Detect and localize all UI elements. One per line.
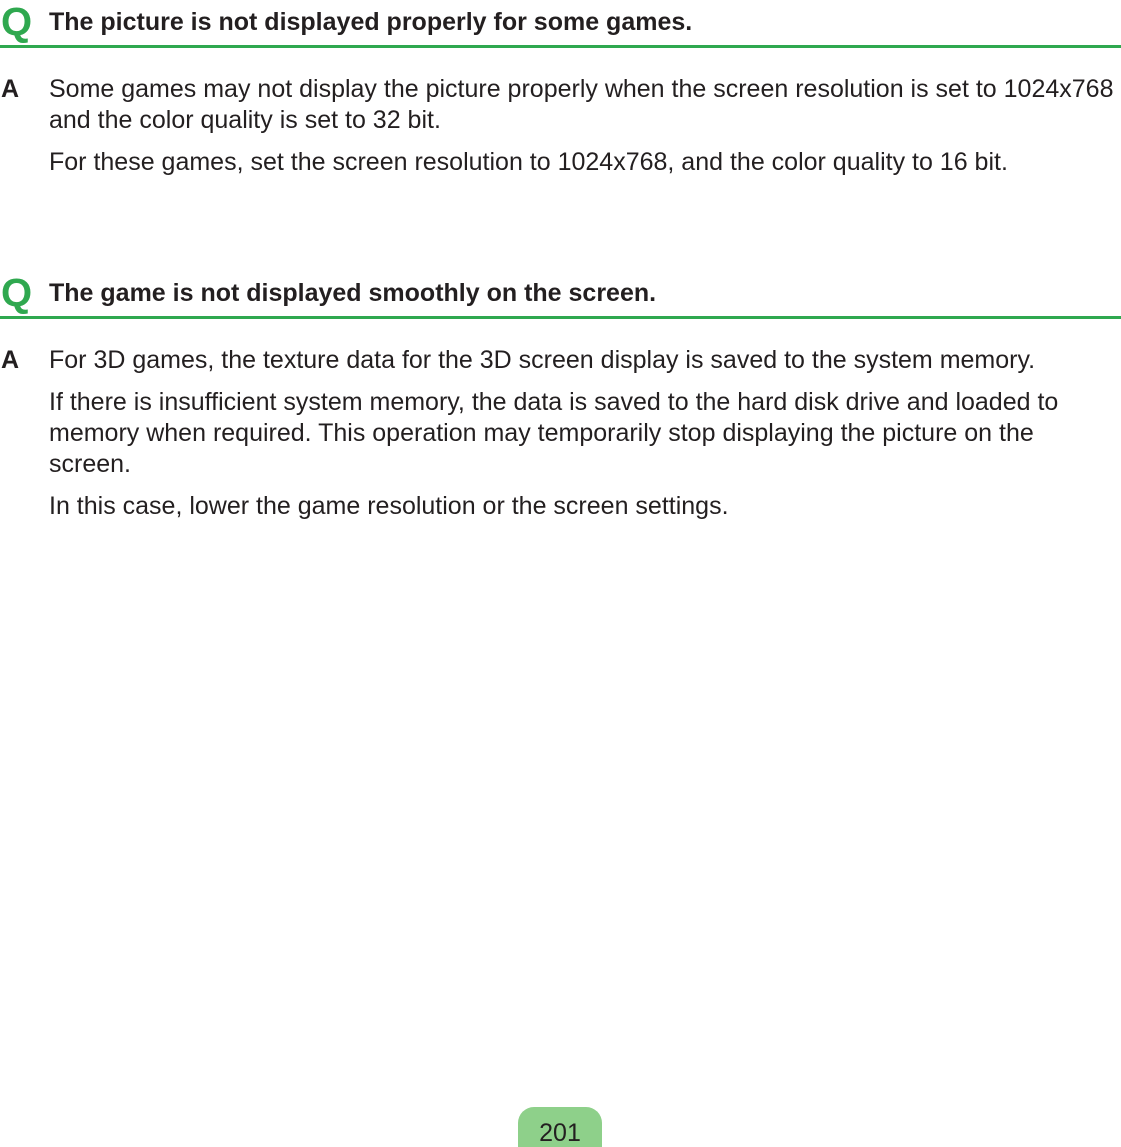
answer-paragraph: For 3D games, the texture data for the 3D screen display is saved to the system memory. [49, 346, 1036, 374]
answer [0, 345, 1121, 522]
question-marker: Q [1, 0, 33, 44]
question-marker: Q [1, 271, 33, 315]
question-header [0, 0, 1121, 48]
answer-body [49, 345, 1119, 522]
question-title: The game is not displayed smoothly on the screen. [49, 279, 657, 307]
page-number: 201 [518, 1107, 602, 1147]
faq-item-picture-display [0, 0, 1121, 189]
answer-body [49, 74, 1119, 178]
answer [0, 74, 1121, 178]
question-header [0, 271, 1121, 319]
answer-paragraph: Some games may not display the picture properly when the screen resolution is set to 1024x768 and the color quality is set to 32 bit. [49, 75, 1114, 134]
divider [0, 45, 1121, 48]
faq-item-game-smoothness [0, 271, 1121, 533]
answer-paragraph: If there is insufficient system memory, the data is saved to the hard disk drive and loaded to memory when required. This operation may temporarily stop displaying the picture on the screen. [49, 388, 1059, 478]
answer-paragraph: For these games, set the screen resolution to 1024x768, and the color quality to 16 bit. [49, 148, 1008, 176]
divider [0, 316, 1121, 319]
question-title: The picture is not displayed properly for some games. [49, 8, 693, 36]
answer-marker: A [1, 346, 20, 374]
answer-marker: A [1, 75, 20, 103]
answer-paragraph: In this case, lower the game resolution or the screen settings. [49, 492, 729, 520]
